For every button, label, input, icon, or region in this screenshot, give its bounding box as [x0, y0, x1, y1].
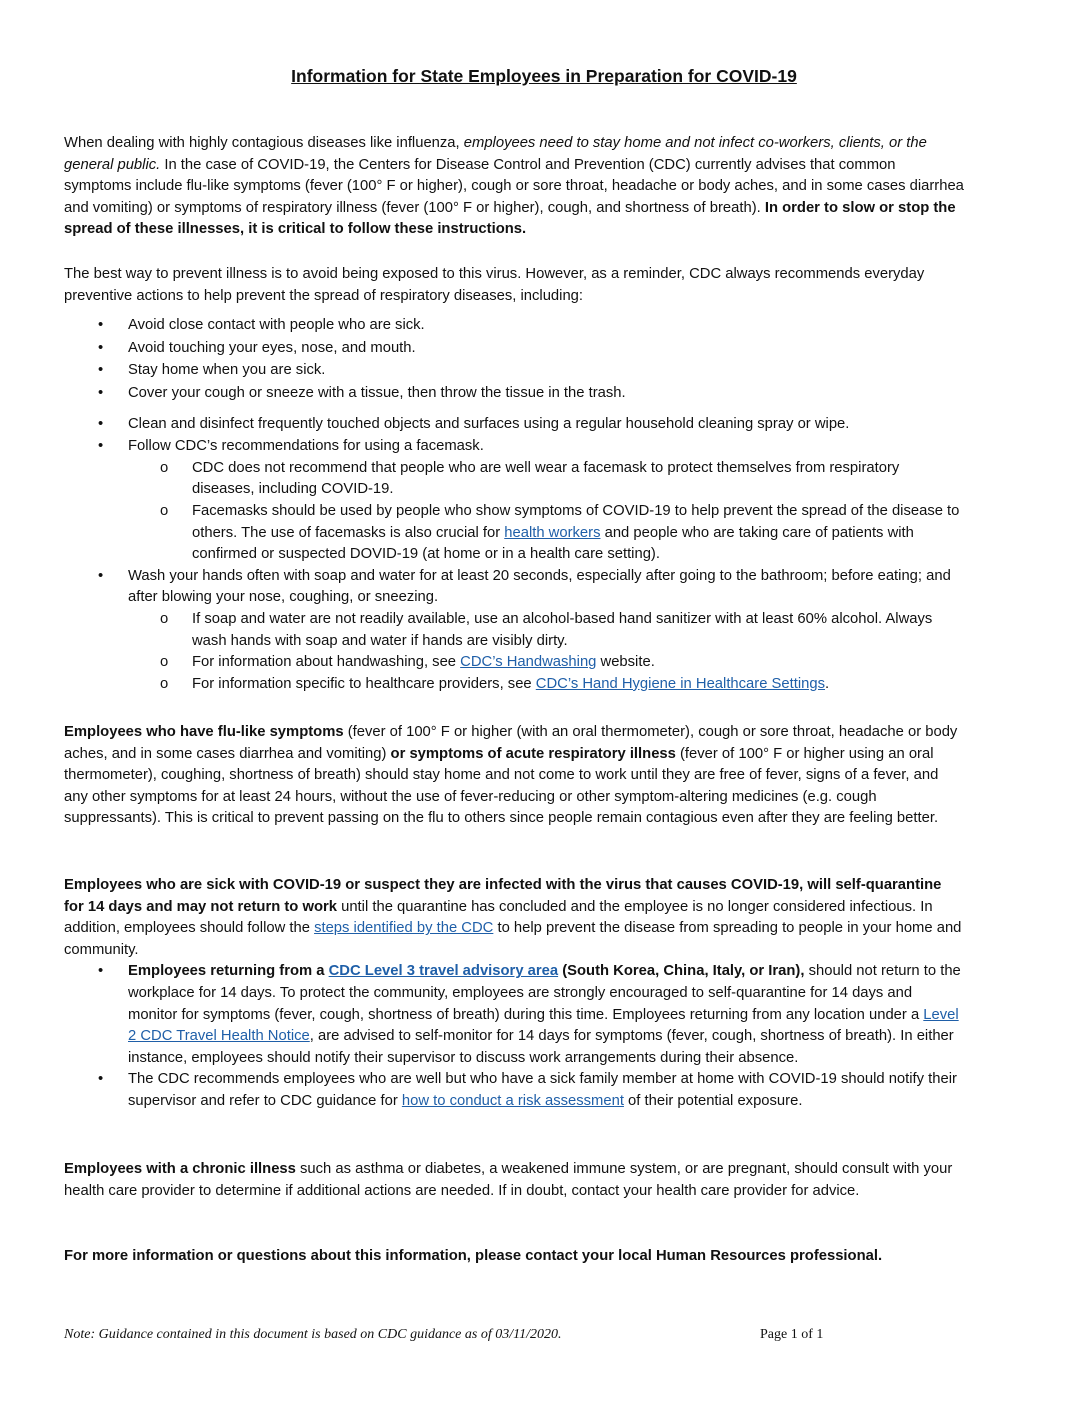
chronic-illness-paragraph: Employees with a chronic illness such as asthma or diabetes, a weakened immune system, or are pregnant, should consult with your health care provider to determine if additional actions are needed. If in doubt, contact your health care provider for advice. — [64, 1161, 953, 1199]
intro-text: When dealing with highly contagious diseases like influenza, — [64, 135, 464, 151]
bullet-icon: • — [98, 567, 104, 584]
contact-hr-paragraph: For more information or questions about this information, please contact your local Human Resources professional. — [64, 1248, 883, 1264]
level2-travel-notice-link[interactable]: Level 2 CDC Travel Health Notice — [128, 1006, 959, 1045]
page-title: Information for State Employees in Preparation for COVID-19 — [291, 66, 797, 86]
list-item: • Employees returning from a CDC Level 3 travel advisory area (South Korea, China, Italy, or Iran), should not return to the workplace for 14 days. To protect the community, employees are strongly encouraged to self-quarantine for 14 days and monitor for symptoms (fever, cough, shortness of breath) during this time. Employees returning from any location under a Level 2 CDC Travel Health Notice, are advised to self-monitor for 14 days for symptoms (fever, cough, shortness of breath). In either instance, employees should notify their supervisor to discuss work arrangements during their absence. — [98, 963, 961, 1066]
facemask-sublist — [128, 458, 964, 566]
health-workers-link[interactable]: health workers — [504, 524, 601, 541]
list-item: • Wash your hands often with soap and water for at least 20 seconds, especially after going to the bathroom; before eating; and after blowing your nose, coughing, or sneezing. o If soap and water are not readily available, use an alcohol-based hand sanitizer with at least 60% alcohol. Always wash hands with soap and water if hands are visibly dirty. o For information about handwashing, see CDC’s Handwashing website. o For information specific to healthcare providers, see CDC’s Hand Hygiene in Healthcare Settings. — [64, 566, 964, 696]
intro-paragraph — [64, 133, 964, 241]
bullet-icon: • — [98, 362, 104, 379]
list-item: • Avoid touching your eyes, nose, and mouth. — [64, 338, 964, 360]
list-item: o For information specific to healthcare providers, see CDC’s Hand Hygiene in Healthcare Settings. — [64, 674, 964, 696]
level3-travel-advisory-link[interactable]: CDC Level 3 travel advisory area — [328, 963, 559, 980]
sub-bullet-icon: o — [160, 610, 169, 627]
list-item: o If soap and water are not readily available, use an alcohol-based hand sanitizer with at least 60% alcohol. Always wash hands with soap and water if hands are visibly dirty. — [160, 610, 933, 649]
flu-symptoms-paragraph: Employees who have flu-like symptoms (fever of 100° F or higher (with an oral thermometer), cough or sore throat, headache or body aches, and in some cases diarrhea and vomiting) or symptoms of acute respiratory illness (fever of 100° F or higher using an oral thermometer), coughing, shortness of breath) should stay home and not come to work until they are free of fever, signs of a fever, and any other symptoms for at least 24 hours, without the use of fever-reducing or other symptom-altering medicines (e.g. cough suppressants). This is critical to prevent passing on the flu to others since people remain contagious even after they are feeling better. — [64, 724, 958, 827]
covid-sick-section — [64, 875, 964, 1113]
steps-identified-link[interactable]: steps identified by the CDC — [314, 920, 494, 937]
bullet-icon: • — [98, 384, 104, 401]
list-item: • Cover your cough or sneeze with a tissue, then throw the tissue in the trash. — [64, 383, 964, 405]
footer-note: Note: Guidance contained in this document is based on CDC guidance as of 03/11/2020. — [64, 1327, 562, 1342]
cdc-hand-hygiene-link[interactable]: CDC’s Hand Hygiene in Healthcare Settings — [535, 675, 826, 692]
prevention-section — [64, 264, 964, 695]
intro-italic-text: employees need to stay home and not infect co-workers, clients, or the general public. — [64, 135, 927, 173]
sub-bullet-icon: o — [160, 502, 169, 519]
bullet-icon: • — [98, 438, 104, 455]
bullet-icon: • — [98, 963, 104, 980]
list-item: • Clean and disinfect frequently touched objects and surfaces using a regular household cleaning spray or wipe. — [64, 414, 964, 436]
bullet-icon: • — [98, 317, 104, 334]
bullet-icon: • — [98, 1071, 104, 1088]
list-item: • Avoid close contact with people who are sick. — [64, 315, 964, 337]
page-footer — [64, 1327, 834, 1343]
list-item: o CDC does not recommend that people who are well wear a facemask to protect themselves from respiratory diseases, including COVID-19. — [160, 459, 900, 498]
bullet-icon: • — [98, 339, 104, 356]
sub-bullet-icon: o — [160, 675, 169, 692]
list-item: • Stay home when you are sick. — [64, 360, 964, 382]
prevention-paragraph: The best way to prevent illness is to avoid being exposed to this virus. However, as a reminder, CDC always recommends everyday preventive actions to help prevent the spread of respiratory diseases, including: — [64, 266, 925, 304]
cdc-handwashing-link[interactable]: CDC’s Handwashing — [460, 654, 597, 671]
list-item: • The CDC recommends employees who are well but who have a sick family member at home with COVID-19 should notify their supervisor and refer to CDC guidance for how to conduct a risk assessment of their potential exposure. — [98, 1071, 957, 1109]
sub-bullet-icon: o — [160, 654, 169, 671]
risk-assessment-link[interactable]: how to conduct a risk assessment — [401, 1092, 624, 1109]
prevention-list — [64, 315, 964, 695]
list-item: o For information about handwashing, see CDC’s Handwashing website. — [64, 652, 964, 674]
intro-bold-instruction: In order to slow or stop the spread of these illnesses, it is critical to follow these instructions. — [64, 199, 956, 238]
list-item: • Follow CDC’s recommendations for using a facemask. o CDC does not recommend that people who are well wear a facemask to protect themselves from respiratory diseases, including COVID-19. o Facemasks should be used by people who show symptoms of COVID-19 to help prevent the spread of the disease to others. The use of facemasks is also crucial for health workers and people who are taking care of patients with confirmed or suspected DOVID-19 (at home or in a health care setting). — [64, 436, 964, 566]
covid-sick-paragraph: Employees who are sick with COVID-19 or suspect they are infected with the virus that causes COVID-19, will self-quarantine for 14 days and may not return to work until the quarantine has concluded and the employee is no longer considered infectious. In addition, employees should follow the steps identified by the CDC to help prevent the disease from spreading to people in your home and community. — [64, 877, 962, 958]
intro-symptoms-text: In the case of COVID-19, the Centers for Disease Control and Prevention (CDC) currently advises that common symptoms include flu-like symptoms (fever (100° F or higher), cough or sore throat, headache or body aches, and in some cases diarrhea and vomiting) or symptoms of respiratory illness (fever (100° F or higher), cough, and shortness of breath). — [64, 156, 964, 216]
list-item: o Facemasks should be used by people who show symptoms of COVID-19 to help prevent the spread of the disease to others. The use of facemasks is also crucial for health workers and people who are taking care of patients with confirmed or suspected DOVID-19 (at home or in a health care setting). — [160, 502, 960, 563]
sub-bullet-icon: o — [160, 459, 169, 476]
handwashing-sublist — [128, 609, 964, 695]
bullet-icon: • — [98, 415, 104, 432]
page-number: Page 1 of 1 — [760, 1327, 824, 1342]
travel-list — [64, 961, 964, 1112]
